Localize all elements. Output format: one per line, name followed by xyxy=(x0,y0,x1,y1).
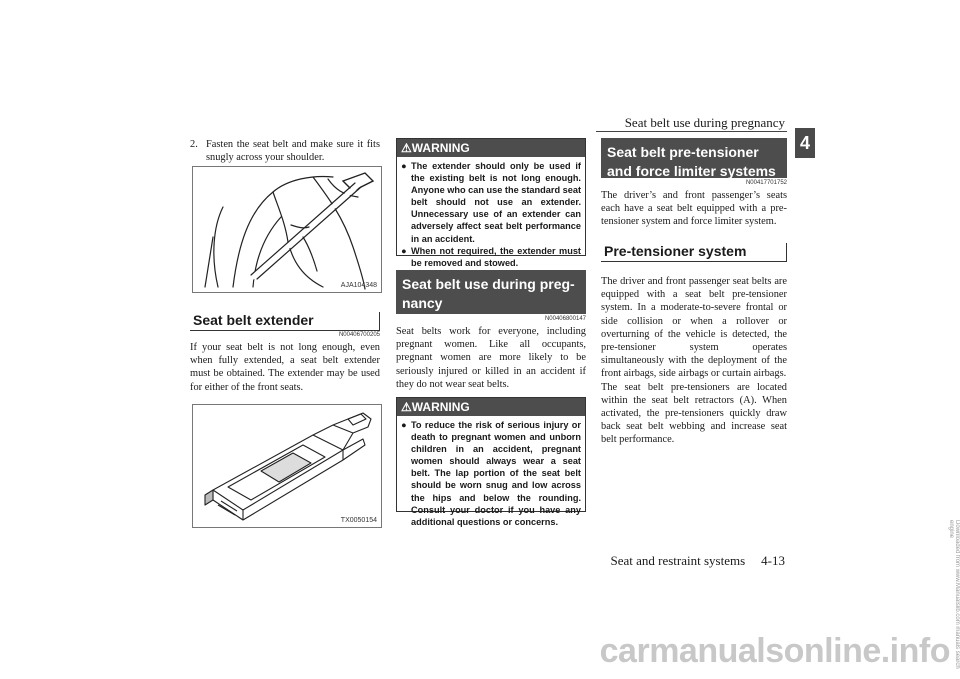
extender-paragraph xyxy=(190,341,380,394)
footer-section: Seat and restraint systems xyxy=(610,553,746,568)
warning-label: WARNING xyxy=(411,141,470,155)
pretensioner-intro-paragraph xyxy=(601,189,787,229)
warning-item-text: The extender should only be used if the existing belt is not long enough. Anyone who can use the standard seat belt should not use an extender. Unnecessary use of an extender can adversely affect seat belt performance in an accident. xyxy=(411,161,582,244)
warning-box-pregnancy xyxy=(396,397,586,527)
heading-pretensioner-force-limiter: Seat belt pre-tensioner and force limiter systems xyxy=(601,138,787,178)
warning-body xyxy=(397,416,585,531)
page-footer xyxy=(610,553,785,569)
step-text: Fasten the seat belt and make sure it fits snugly across your shoulder. xyxy=(206,139,380,164)
system-text-1: The driver and front passenger seat belts are equipped with a seat belt pre-tensioner system. In a moderate-to-severe frontal or side collision or when a rollover or overturning of the vehicle is detected, the pre-tensioner system operates simultaneously with the deployment of the front airbags, side airbags or curtain airbags. xyxy=(601,276,787,380)
watermark-text: carmanualsonline.info xyxy=(599,632,950,670)
page-header-title: Seat belt use during pregnancy xyxy=(624,115,785,130)
extender-illustration xyxy=(193,405,381,527)
warning-item xyxy=(401,245,581,269)
reference-code: N00417701752 xyxy=(745,180,787,186)
heading-seat-belt-extender: Seat belt extender xyxy=(190,312,380,331)
warning-triangle-icon: ⚠ xyxy=(401,141,412,155)
side-download-url: Downloaded from www.Manualslib.com manuals search engine xyxy=(948,520,960,669)
warning-box-extender xyxy=(396,138,586,268)
figure-code: AJA104348 xyxy=(340,282,377,289)
reference-code: N00406800147 xyxy=(544,316,586,322)
seat-belt-shoulder-figure xyxy=(192,166,382,293)
figure-code: TX0050154 xyxy=(340,517,377,524)
step-2 xyxy=(190,138,380,164)
extender-text: If your seat belt is not long enough, even when fully extended, a seat belt extender must be obtained. The extender may be used for either of the front seats. xyxy=(190,342,380,393)
warning-item-text: To reduce the risk of serious injury or death to pregnant women and unborn children in an accident, pregnant women should always wear a seat belt. The lap portion of the seat belt should be worn snug and low across the hips and below the rounding. Consult your doctor if you have any additional questions or concerns. xyxy=(411,420,581,527)
step-number: 2. xyxy=(190,139,198,150)
pretensioner-intro-text: The driver’s and front passenger’s seats each have a seat belt equipped with a pre-tensioner system and force limiter system. xyxy=(601,190,787,228)
pregnancy-text: Seat belts work for everyone, including pregnant women. Like all occupants, pregnant women are more likely to be seriously injured or killed in an accident if they do not wear seat belts. xyxy=(396,326,586,390)
heading-pretensioner-system: Pre-tensioner system xyxy=(601,243,787,262)
warning-item-text: When not required, the extender must be removed and stowed. xyxy=(411,245,581,268)
shoulder-belt-illustration xyxy=(193,167,381,292)
bullet-icon: ● xyxy=(401,245,407,256)
pretensioner-system-paragraph xyxy=(601,275,787,447)
warning-header xyxy=(397,139,585,157)
seat-belt-extender-figure xyxy=(192,404,382,528)
header-rule xyxy=(596,131,787,132)
warning-body xyxy=(397,157,585,272)
bullet-icon: ● xyxy=(401,161,407,171)
system-text-2: The seat belt pre-tensioners are located within the seat belt retractors (A). When activated, the pre-tensioners quickly draw back seat belt webbing and increase seat belt performance. xyxy=(601,381,787,446)
warning-triangle-icon: ⚠ xyxy=(401,400,412,414)
bullet-icon: ● xyxy=(401,420,407,430)
pregnancy-paragraph xyxy=(396,325,586,391)
warning-item xyxy=(401,160,581,245)
warning-item xyxy=(401,419,581,528)
heading-seat-belt-pregnancy: Seat belt use during preg-nancy xyxy=(396,270,586,314)
warning-header xyxy=(397,398,585,416)
warning-label: WARNING xyxy=(411,400,470,414)
reference-code: N00406700205 xyxy=(338,332,380,338)
page-number: 4-13 xyxy=(761,553,785,568)
chapter-tab: 4 xyxy=(795,128,815,158)
